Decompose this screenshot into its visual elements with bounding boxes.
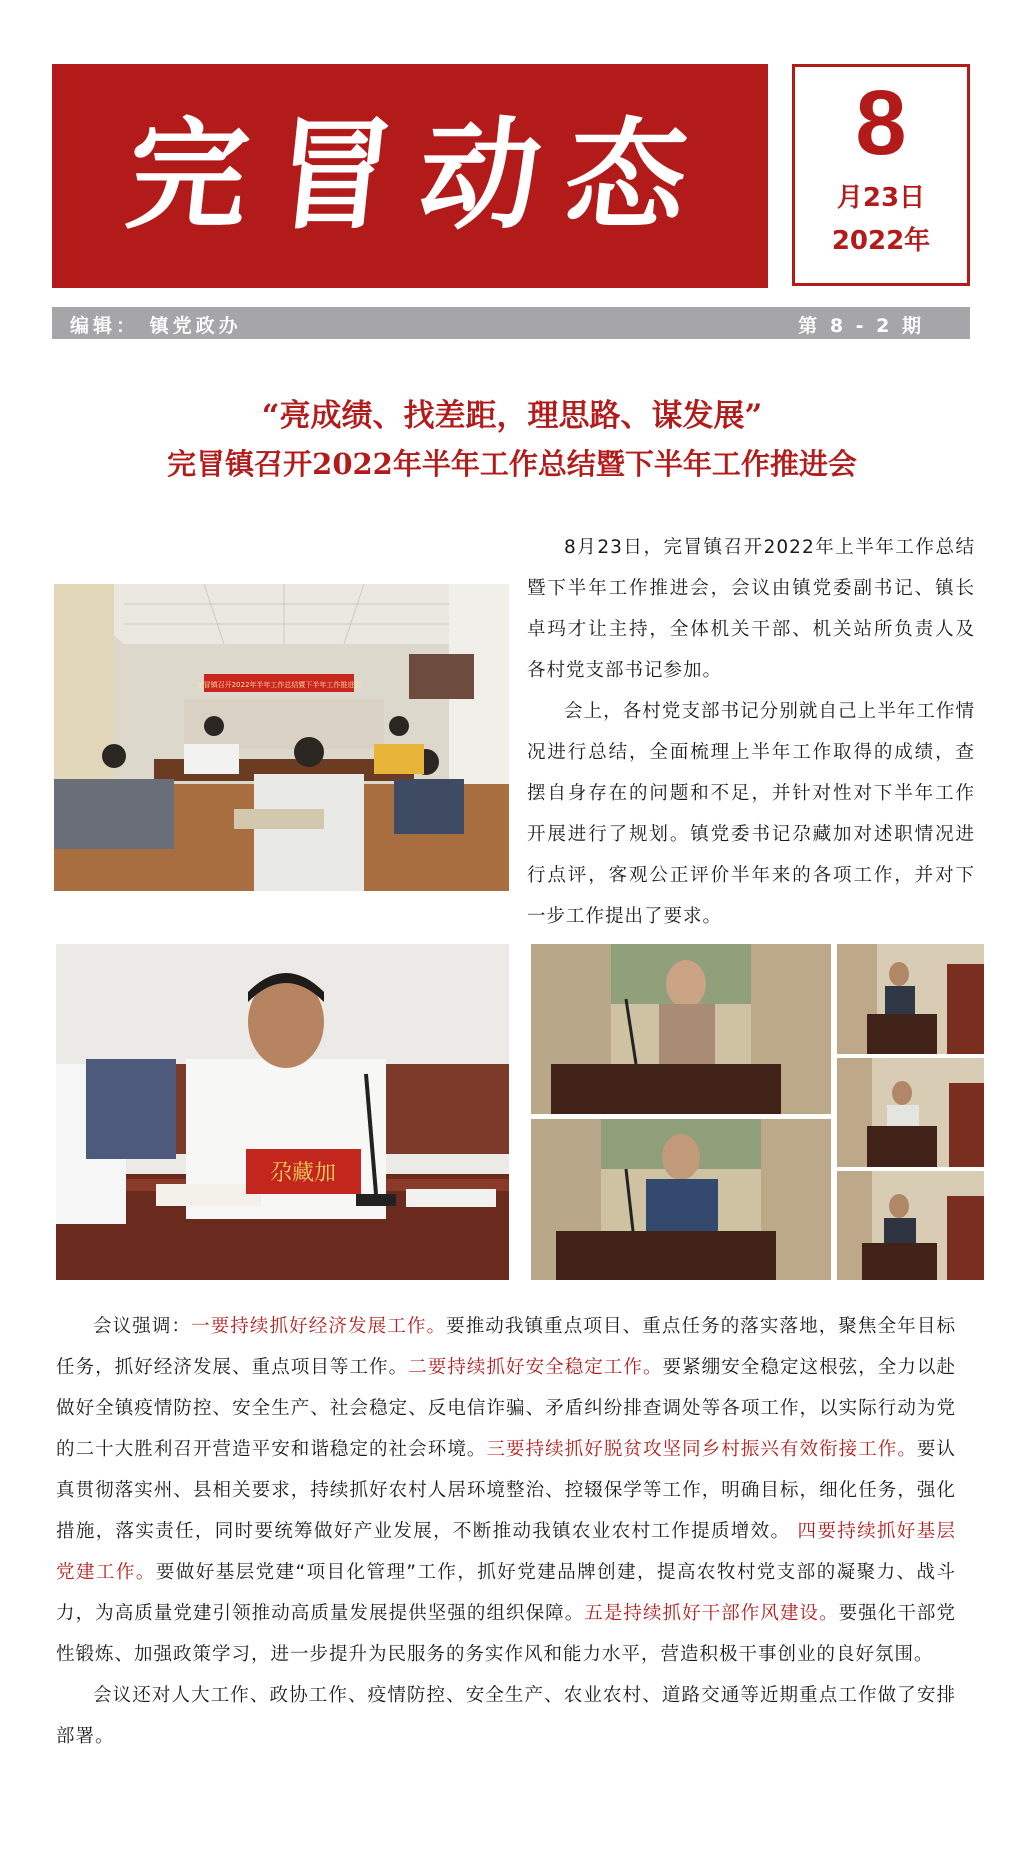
- body-paragraph-1: [56, 1306, 956, 1675]
- date-month-day: 月23日: [836, 183, 926, 213]
- point-3-text: 要认真贯彻落实州、县相关要求，持续抓好农村人居环境整治、控辍保学等工作，明确目标，细化任务，强化措施，落实责任，同时要统筹做好产业发展，不断推动我镇农业农村工作提质增效。: [56, 1439, 956, 1542]
- speaker-photo-small-1: [837, 944, 984, 1054]
- intro-text: [527, 527, 975, 937]
- headline-slogan: “亮成绩、找差距，理思路、谋发展”: [261, 398, 763, 434]
- issue-number: 第 8 - 2 期: [798, 315, 924, 337]
- point-1-heading: 一要持续抓好经济发展工作。: [191, 1316, 447, 1337]
- point-3-heading: 三要持续抓好脱贫攻坚同乡村振兴有效衔接工作。: [486, 1439, 917, 1460]
- point-2-heading: 二要持续抓好安全稳定工作。: [408, 1357, 663, 1378]
- headline-title: 完冒镇召开2022年半年工作总结暨下半年工作推进会: [167, 447, 857, 481]
- nameplate-text: 尕藏加: [269, 1161, 337, 1186]
- body-paragraph-2: 会议还对人大工作、政协工作、疫情防控、安全生产、农业农村、道路交通等近期重点工作做了安排部署。: [56, 1685, 956, 1747]
- body-text: [56, 1306, 956, 1757]
- intro-paragraph-1: 8月23日，完冒镇召开2022年上半年工作总结暨下半年工作推进会，会议由镇党委副书记、镇长卓玛才让主持，全体机关干部、机关站所负责人及各村党支部书记参加。: [527, 537, 975, 681]
- date-year: 2022年: [831, 226, 931, 256]
- point-1-text: 要推动我镇重点项目、重点任务的落实落地，聚焦全年目标任务，抓好经济发展、重点项目等工作。: [56, 1316, 956, 1378]
- speaker-photo-man: [531, 1119, 831, 1280]
- editor-label: 编辑： 镇党政办: [70, 315, 242, 337]
- masthead-title: 完冒动态: [120, 105, 720, 246]
- meeting-banner-text: 完冒镇召开2022年半年工作总结暨下半年工作推进会: [196, 681, 362, 689]
- speaker-photo-small-3: [837, 1171, 984, 1280]
- masthead-banner: [52, 64, 768, 288]
- point-5-heading: 五是持续抓好干部作风建设。: [584, 1603, 839, 1624]
- point-2-text: 要紧绷安全稳定这根弦，全力以赴做好全镇疫情防控、安全生产、社会稳定、反电信诈骗、矛盾纠纷排查调处等各项工作，以实际行动为党的二十大胜利召开营造平安和谐稳定的社会环境。: [56, 1357, 956, 1460]
- party-secretary-photo: [56, 944, 509, 1280]
- point-4-text: 要做好基层党建“项目化管理”工作，抓好党建品牌创建，提高农牧村党支部的凝聚力、战斗力，为高质量党建引领推动高质量发展提供坚强的组织保障。: [56, 1562, 956, 1624]
- point-5-text: 要强化干部党性锻炼、加强政策学习，进一步提升为民服务的务实作风和能力水平，营造积极干事创业的良好氛围。: [56, 1603, 956, 1665]
- body-lead: 会议强调：: [93, 1316, 192, 1337]
- meeting-hall-photo: [54, 584, 509, 891]
- speaker-photo-woman: [531, 944, 831, 1114]
- editor-bar: [52, 307, 970, 339]
- speaker-photo-small-2: [837, 1058, 984, 1167]
- date-day: 8: [855, 72, 907, 174]
- point-4-heading: 四要持续抓好基层党建工作。: [56, 1521, 956, 1583]
- intro-paragraph-2: 会上，各村党支部书记分别就自己上半年工作情况进行总结，全面梳理上半年工作取得的成绩，查摆自身存在的问题和不足，并针对性对下半年工作开展进行了规划。镇党委书记尕藏加对述职情况进行点评，客观公正评价半年来的各项工作，并对下一步工作提出了要求。: [527, 701, 975, 927]
- issue-date-box: [792, 64, 970, 286]
